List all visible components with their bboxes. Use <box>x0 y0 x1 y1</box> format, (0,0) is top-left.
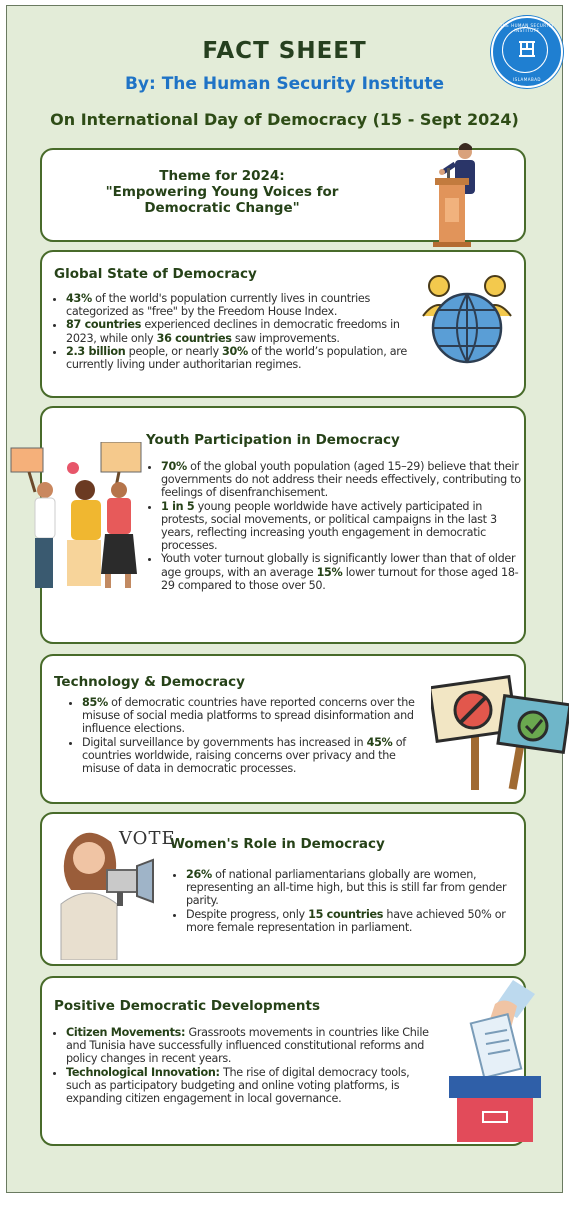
list-item: • Technological Innovation: The rise of digital democracy tools, such as participatory budgeting and online voting platforms, is expanding citizen engagement in local governance. <box>66 1066 436 1106</box>
theme-heading: Theme for 2024: <box>159 168 285 184</box>
list-item: • 70% of the global youth population (aged 15–29) believe that their governments do not address their needs effectively, contributing to feelings of disenfranchisement. <box>161 460 527 500</box>
ballot-box-icon <box>443 974 543 1144</box>
fact-sheet-page <box>6 5 563 1193</box>
list-item: • 1 in 5 young people worldwide have actively participated in protests, social movements, or political campaigns in the last 3 years, reflecting increasing youth engagement in democratic processes. <box>161 500 527 553</box>
page-title: FACT SHEET <box>202 38 367 64</box>
list-item: • Digital surveillance by governments has increased in 45% of countries worldwide, raising concerns over privacy and the misuse of data in democratic processes. <box>82 736 434 776</box>
card-title: Women's Role in Democracy <box>170 836 385 852</box>
list-item: • 2.3 billion people, or nearly 30% of the world’s population, are currently living under authoritarian regimes. <box>66 345 426 371</box>
byline: By: The Human Security Institute <box>124 74 445 94</box>
occasion-line: On International Day of Democracy (15 - Sept 2024) <box>50 110 519 129</box>
positive-points <box>50 1026 436 1105</box>
list-item: • 87 countries experienced declines in democratic freedoms in 2023, while only 36 countries saw improvements. <box>66 318 426 344</box>
list-item: • 43% of the world's population currently lives in countries categorized as "free" by the Freedom House Index. <box>66 292 426 318</box>
theme-slogan: "Empowering Young Voices for Democratic Change" <box>105 184 339 216</box>
list-item: • 85% of democratic countries have reported concerns over the misuse of social media platforms to spread disinformation and influence elections. <box>82 696 434 736</box>
speaker-podium-icon <box>425 138 495 248</box>
globe-people-icon <box>421 270 513 370</box>
list-item: • 26% of national parliamentarians globally are women, representing an all-time high, but this is still far from gender parity. <box>186 868 516 908</box>
list-item: • Citizen Movements: Grassroots movements in countries like Chile and Tunisia have successfully influenced constitutional reforms and policy changes in recent years. <box>66 1026 436 1066</box>
woman-megaphone-icon <box>47 820 157 960</box>
card-title: Positive Democratic Developments <box>54 998 321 1014</box>
theme-text <box>72 168 372 216</box>
global-points <box>50 292 426 371</box>
list-item: • Despite progress, only 15 countries have achieved 50% or more female representation in parliament. <box>186 908 516 934</box>
card-title: Youth Participation in Democracy <box>146 432 400 448</box>
card-title: Technology & Democracy <box>54 674 245 690</box>
protest-signs-icon <box>431 670 569 790</box>
tech-points <box>66 696 434 775</box>
card-title: Global State of Democracy <box>54 266 257 282</box>
logo-subtext: ISLAMABAD <box>512 77 542 82</box>
youth-protest-icon <box>9 442 147 602</box>
list-item: • Youth voter turnout globally is significantly lower than that of older age groups, with an average 15% lower turnout for those aged 18-29 compared to those over 50. <box>161 552 527 592</box>
logo-text: THE HUMAN SECURITY INSTITUTE <box>499 23 555 33</box>
vote-label: VOTE <box>119 828 176 849</box>
youth-points <box>145 460 527 592</box>
women-points <box>170 868 516 934</box>
